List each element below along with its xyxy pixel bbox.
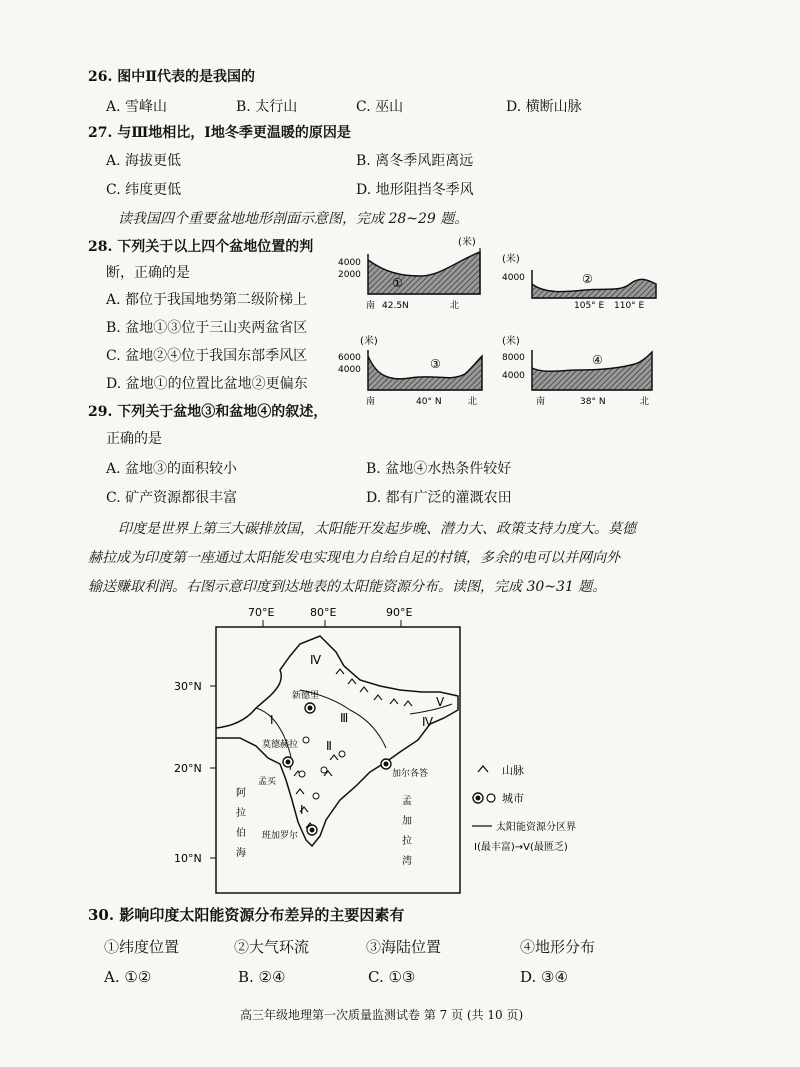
q29-stem-line2: 正确的是 [106, 431, 162, 447]
lat-10n: 10°N [174, 852, 202, 865]
sea-west-2: 拉 [236, 808, 246, 819]
legend-mountain: 山脉 [502, 764, 524, 777]
profile-4-south: 南 [536, 397, 546, 407]
intro-30-31-line2: 赫拉成为印度第一座通过太阳能发电实现电力自给自足的村镇，多余的电可以并网向外 [88, 550, 620, 566]
profile-4-tick-8000: 8000 [502, 353, 525, 363]
india-outline [216, 636, 458, 846]
mountain-legend-icon [478, 766, 488, 772]
q30-factor-3: ③海陆位置 [366, 938, 442, 956]
profile-3-unit: (米) [360, 336, 378, 347]
profile-1-tick-2000: 2000 [338, 270, 361, 280]
zone-iv-north: Ⅳ [310, 653, 322, 667]
city-modhera: 莫德赫拉 [262, 740, 299, 750]
profile-1-unit: (米) [458, 237, 476, 248]
q27-option-c: C. 纬度更低 [106, 182, 182, 198]
map-legend [472, 764, 576, 853]
intro-30-31-line1: 印度是世界上第三大碳排放国，太阳能开发起步晚、潜力大、政策支持力度大。莫德 [118, 521, 636, 537]
zone-i-west: Ⅰ [270, 713, 274, 727]
sea-west-3: 伯 [236, 828, 246, 839]
profile-3-tick-6000: 6000 [338, 353, 361, 363]
sea-east-1: 孟 [402, 796, 412, 807]
zone-ii: Ⅱ [326, 739, 332, 753]
profile-1-lat: 42.5N [382, 301, 409, 311]
intro-28-29: 读我国四个重要盆地地形剖面示意图，完成 28~29 题。 [118, 211, 469, 227]
legend-boundary: 太阳能资源分区界 [496, 822, 576, 833]
zone-iii: Ⅲ [340, 711, 349, 725]
profile-2-lon1: 105° E [574, 301, 605, 311]
q27-stem: 27. 与Ⅲ地相比，Ⅰ地冬季更温暖的原因是 [88, 125, 351, 141]
india-solar-map [160, 600, 630, 900]
legend-city: 城市 [502, 792, 524, 805]
city-bangalore: 班加罗尔 [262, 831, 299, 841]
q27-option-d: D. 地形阻挡冬季风 [356, 182, 474, 198]
q30-factor-1: ①纬度位置 [104, 938, 180, 956]
q29-option-d: D. 都有广泛的灌溉农田 [366, 490, 512, 506]
q30-factor-2: ②大气环流 [234, 938, 310, 956]
zone-boundary-3 [410, 704, 452, 714]
profile-2-unit: (米) [502, 254, 520, 265]
q28-stem-line2: 断，正确的是 [106, 265, 190, 281]
profile-1 [338, 235, 480, 311]
q26-option-d: D. 横断山脉 [506, 99, 582, 115]
intro-30-31-line3: 输送赚取利润。右图示意印度到达地表的太阳能资源分布。读图，完成 30~31 题。 [88, 579, 607, 595]
q28-option-a: A. 都位于我国地势第二级阶梯上 [106, 292, 308, 308]
profile-3-north: 北 [468, 397, 478, 407]
sea-east-4: 湾 [402, 856, 412, 867]
sea-west-4: 海 [236, 848, 246, 859]
q26-option-b: B. 太行山 [236, 99, 298, 115]
profile-3-label: ③ [430, 357, 441, 371]
q29-option-a: A. 盆地③的面积较小 [106, 461, 238, 477]
lon-80e: 80°E [310, 606, 337, 619]
profile-3-south: 南 [366, 397, 376, 407]
q29-stem-line1: 29. 下列关于盆地③和盆地④的叙述， [88, 404, 328, 420]
legend-range: Ⅰ(最丰富)→Ⅴ(最匮乏) [474, 842, 568, 853]
profile-1-south: 南 [366, 301, 376, 311]
q29-option-b: B. 盆地④水热条件较好 [366, 461, 512, 477]
profile-4-tick-4000: 4000 [502, 371, 525, 381]
q30-option-a: A. ①② [104, 968, 152, 986]
q27-option-b: B. 离冬季风距离远 [356, 153, 474, 169]
profile-4-lat: 38° N [580, 397, 606, 407]
zone-iv-east: Ⅳ [422, 715, 434, 729]
lon-90e: 90°E [386, 606, 413, 619]
profile-3-tick-4000: 4000 [338, 365, 361, 375]
profile-4-north: 北 [640, 397, 650, 407]
profile-3 [338, 334, 482, 407]
profile-3-lat: 40° N [416, 397, 442, 407]
profile-2-terrain [532, 270, 656, 298]
page-footer: 高三年级地理第一次质量监测试卷 第 7 页 (共 10 页) [240, 1008, 524, 1022]
q26-option-c: C. 巫山 [356, 99, 404, 115]
zone-v: Ⅴ [436, 695, 445, 709]
profile-1-tick-4000: 4000 [338, 258, 361, 268]
sea-east-3: 拉 [402, 836, 412, 847]
profile-4 [502, 334, 652, 407]
sea-east-2: 加 [402, 816, 412, 827]
q30-factor-4: ④地形分布 [520, 938, 596, 956]
profile-4-unit: (米) [502, 336, 520, 347]
q27-option-a: A. 海拔更低 [106, 153, 182, 169]
profile-4-label: ④ [592, 353, 603, 367]
profile-2-tick-4000: 4000 [502, 273, 525, 283]
zone-i-south: Ⅰ [300, 803, 304, 817]
profile-2-label: ② [582, 272, 593, 286]
q30-option-c: C. ①③ [368, 968, 416, 986]
city-kolkata: 加尔各答 [392, 769, 429, 779]
profile-2-lon2: 110° E [614, 301, 645, 311]
q28-stem-line1: 28. 下列关于以上四个盆地位置的判 [88, 239, 314, 255]
lat-20n: 20°N [174, 762, 202, 775]
q28-option-c: C. 盆地②④位于我国东部季风区 [106, 348, 308, 364]
q30-stem: 30. 影响印度太阳能资源分布差异的主要因素有 [88, 906, 405, 924]
q26-option-a: A. 雪峰山 [106, 99, 168, 115]
q28-option-d: D. 盆地①的位置比盆地②更偏东 [106, 376, 308, 392]
profile-2 [502, 252, 656, 311]
profile-1-north: 北 [450, 301, 460, 311]
lat-30n: 30°N [174, 680, 202, 693]
profile-3-terrain [368, 350, 482, 390]
q30-option-b: B. ②④ [238, 968, 286, 986]
city-mumbai: 孟买 [258, 777, 277, 787]
q29-option-c: C. 矿产资源都很丰富 [106, 490, 238, 506]
city-new-delhi: 新德里 [292, 691, 320, 701]
lon-70e: 70°E [248, 606, 275, 619]
q26-stem: 26. 图中Ⅱ代表的是我国的 [88, 69, 256, 85]
profile-1-terrain [368, 252, 480, 294]
sea-west-1: 阿 [236, 788, 246, 799]
q28-option-b: B. 盆地①③位于三山夹两盆省区 [106, 320, 308, 336]
basin-profiles-diagram [330, 232, 670, 410]
profile-1-label: ① [392, 276, 403, 290]
q30-option-d: D. ③④ [520, 968, 568, 986]
